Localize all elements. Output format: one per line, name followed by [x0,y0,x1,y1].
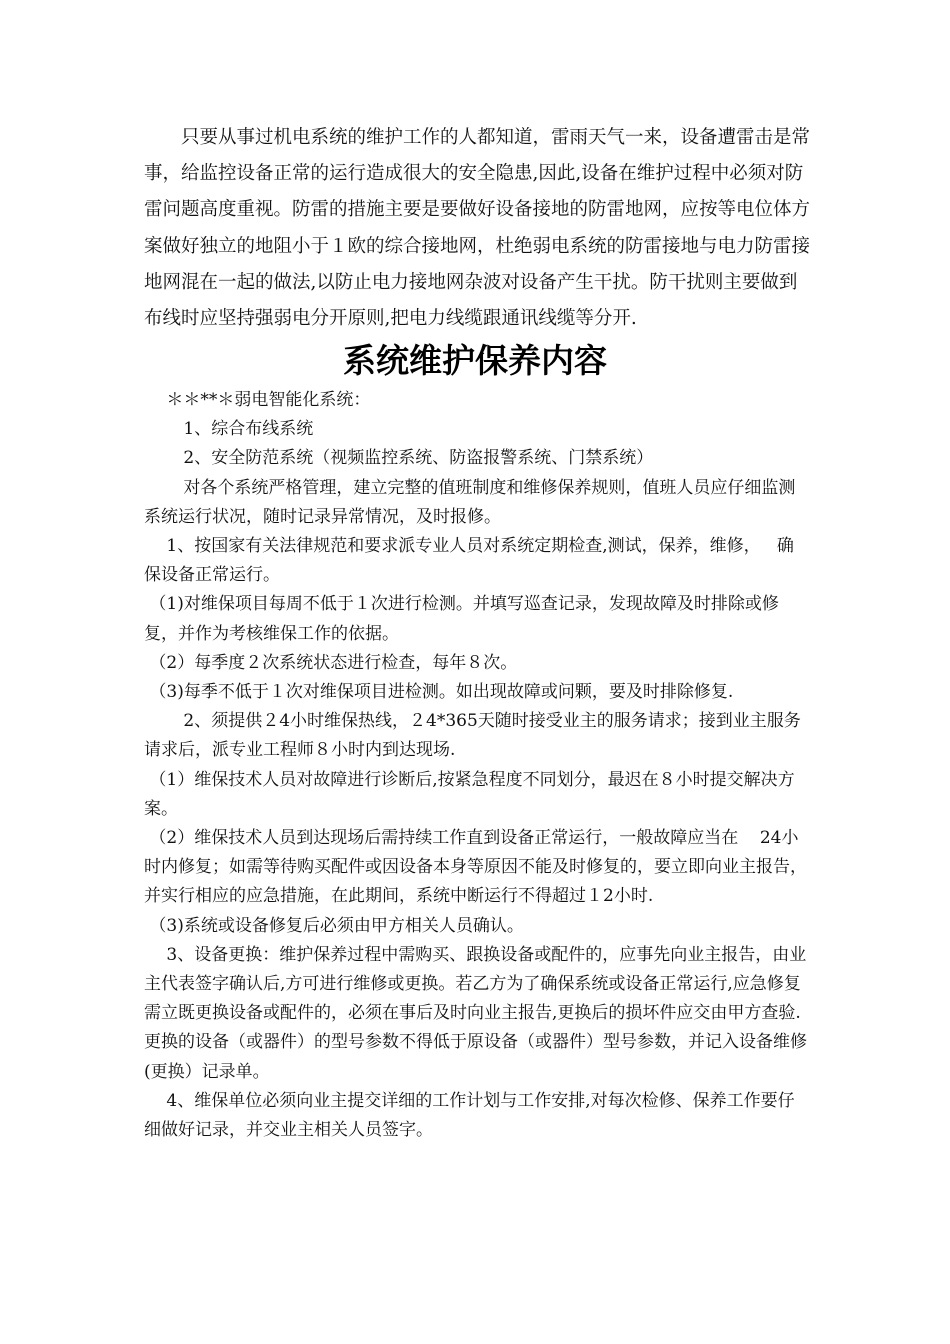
numbered-clause: 4、维保单位必须向业主提交详细的工作计划与工作安排,对每次检修、保养工作要仔细做好记录，并交业主相关人员签字。 [144,1090,795,1141]
numbered-clause: 1、按国家有关法律规范和要求派专业人员对系统定期检查,测试，保养，维修， 确保设备正常运行。 [144,536,794,586]
sub-clause: （2）每季度２次系统状态进行检查，每年８次。 [144,652,518,673]
numbered-clause: 3、设备更换：维护保养过程中需购买、跟换设备或配件的，应事先向业主报告，由业主代表签字确认后,方可进行维修或更换。若乙方为了确保系统或设备正常运行,应急修复需立既更换设备或配件的，必须在事后及时向业主报告,更换后的损坏件应交由甲方查验.更换的设备（或器件）的型号参数不得低于原设备（或器件）型号参数，并记入设备维修(更换）记录单。 [144,944,807,1082]
maintenance-content [144,386,810,1145]
intro-section [144,120,810,337]
sub-clause: （3)系统或设备修复后必须由甲方相关人员确认。 [144,915,524,936]
list-item: 1、综合布线系统 [144,419,314,440]
sub-clause: （3)每季不低于１次对维保项目进检测。如出现故障或问颗，要及时排除修复. [144,682,734,703]
numbered-clause: 2、须提供２4小时维保热线，２4*365天随时接受业主的服务请求；接到业主服务请求后，派专业工程师８小时内到达现场. [144,711,801,761]
sub-clause: （1)对维保项目每周不低于１次进行检测。并填写巡查记录，发现故障及时排除或修复，并作为考核维保工作的依据。 [144,594,779,644]
intro-paragraph: 只要从事过机电系统的维护工作的人都知道，雷雨天气一来，设备遭雷击是常事，给监控设备正常的运行造成很大的安全隐患,因此,设备在维护过程中必须对防雷问题高度重视。防雷的措施主要是要做好设备接地的防雷地网，应按等电位体方案做好独立的地阻小于１欧的综合接地网，杜绝弱电系统的防雷接地与电力防雷接地网混在一起的做法,以防止电力接地网杂波对设备产生干扰。防干扰则主要做到布线时应坚持强弱电分开原则,把电力线缆跟通讯线缆等分开. [144,127,811,330]
sub-clause: （2）维保技术人员到达现场后需持续工作直到设备正常运行，一般故障应当在 24小时内修复；如需等待购买配件或因设备本身等原因不能及时修复的，要立即向业主报告，并实行相应的应急措施，在此期间，系统中断运行不得超过１2小时. [144,828,807,907]
sub-clause: （1）维保技术人员对故障进行诊断后,按紧急程度不同划分，最迟在８小时提交解决方案。 [144,769,795,819]
body-paragraph: 对各个系统严格管理，建立完整的值班制度和维修保养规则，值班人员应仔细监测系统运行状况，随时记录异常情况，及时报修。 [144,477,796,527]
page-title: 系统维护保养内容 [343,341,607,380]
system-heading: ＊＊**＊弱电智能化系统： [144,390,371,410]
list-item: 2、安全防范系统（视频监控系统、防盗报警系统、门禁系统） [144,448,654,469]
